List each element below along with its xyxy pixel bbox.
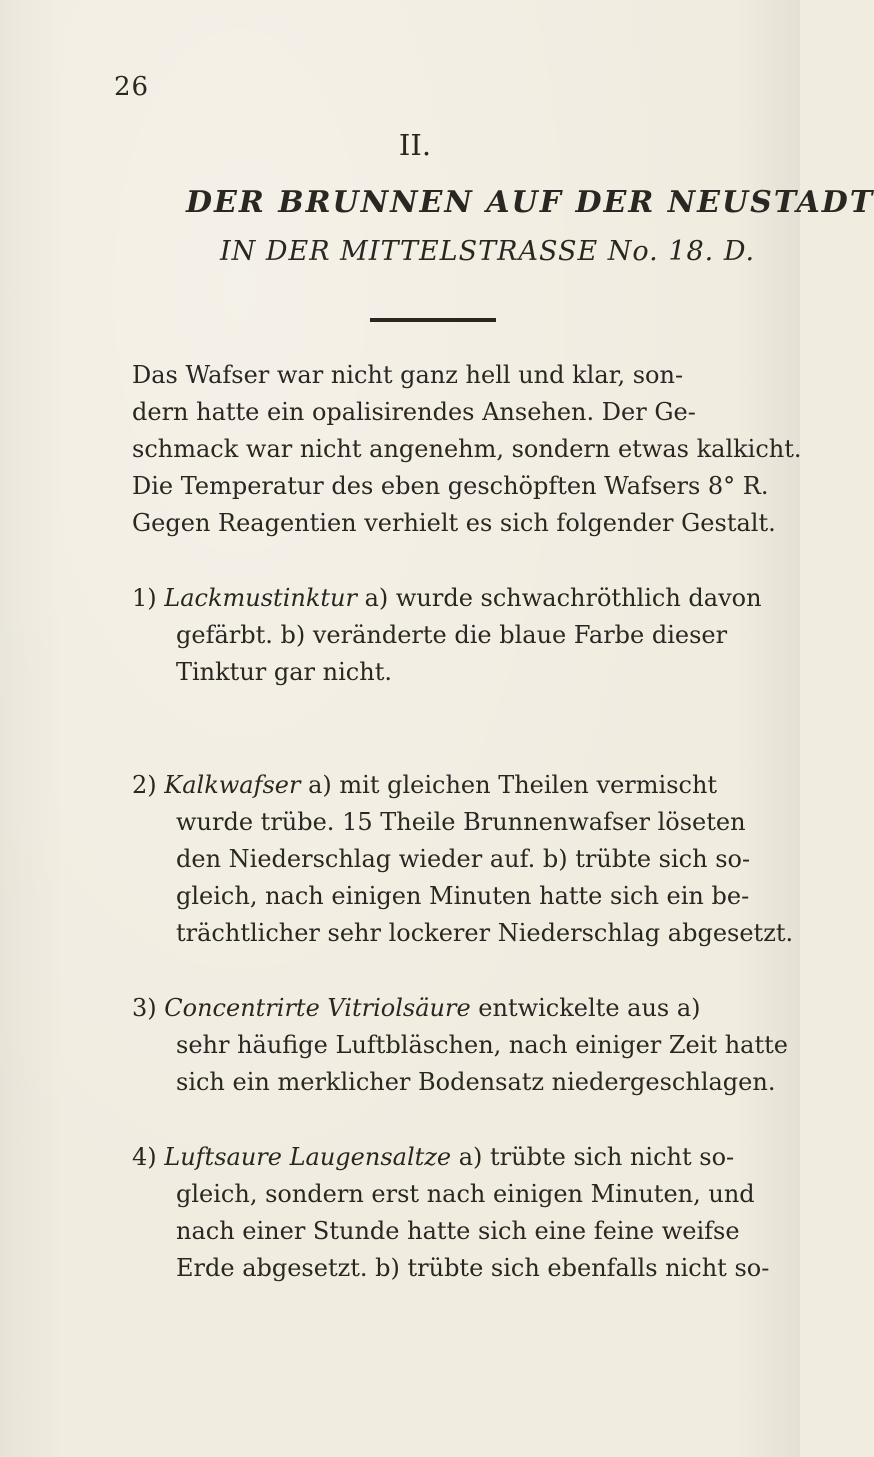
text-line: trächtlicher sehr lockerer Niederschlag abgesetzt.	[176, 919, 794, 947]
heading-line-2: IN DER MITTELSTRASSE No. 18. D.	[220, 236, 756, 267]
text-fragment: a) mit gleichen Theilen vermischt	[300, 771, 718, 799]
text-fragment: entwickelte aus a)	[470, 994, 701, 1022]
heading-rule	[370, 318, 496, 322]
text-line: den Niederschlag wieder auf. b) trübte sich so-	[176, 845, 751, 873]
item-number: 1)	[132, 584, 157, 612]
reagent-item-2	[132, 767, 794, 952]
item-number: 4)	[132, 1143, 157, 1171]
intro-paragraph	[132, 357, 802, 542]
reagent-name: Kalkwafser	[164, 771, 301, 799]
reagent-item-1	[132, 580, 762, 691]
text-line: sich ein merklicher Bodensatz niedergeschlagen.	[176, 1068, 776, 1096]
page-number: 26	[114, 72, 150, 102]
text-line: gleich, nach einigen Minuten hatte sich ein be-	[176, 882, 750, 910]
text-fragment: a) wurde schwachröthlich davon	[356, 584, 762, 612]
text-line: Die Temperatur des eben geschöpften Wafsers 8° R.	[132, 472, 769, 500]
item-number: 3)	[132, 994, 157, 1022]
reagent-name: Luftsaure Laugensaltze	[164, 1143, 452, 1171]
text-line: nach einer Stunde hatte sich eine feine weifse	[176, 1217, 740, 1245]
text-line: wurde trübe. 15 Theile Brunnenwafser löseten	[176, 808, 746, 836]
heading-line-1: DER BRUNNEN AUF DER NEUSTADT	[186, 185, 874, 220]
text-line: gefärbt. b) veränderte die blaue Farbe dieser	[176, 621, 728, 649]
section-number: II.	[398, 128, 432, 162]
text-line: Das Wafser war nicht ganz hell und klar, son-	[132, 361, 684, 389]
text-line: Gegen Reagentien verhielt es sich folgender Gestalt.	[132, 509, 776, 537]
text-line: dern hatte ein opalisirendes Ansehen. Der Ge-	[132, 398, 696, 426]
text-line: Erde abgesetzt. b) trübte sich ebenfalls nicht so-	[176, 1254, 770, 1282]
text-line: sehr häufige Luftbläschen, nach einiger Zeit hatte	[176, 1031, 788, 1059]
text-line: gleich, sondern erst nach einigen Minuten, und	[176, 1180, 755, 1208]
reagent-name: Lackmustinktur	[164, 584, 357, 612]
reagent-name: Concentrirte Vitriolsäure	[164, 994, 471, 1022]
reagent-item-3	[132, 990, 788, 1101]
reagent-item-4	[132, 1139, 770, 1287]
text-line: Tinktur gar nicht.	[176, 658, 392, 686]
text-fragment: a) trübte sich nicht so-	[451, 1143, 735, 1171]
item-number: 2)	[132, 771, 157, 799]
text-line: schmack war nicht angenehm, sondern etwas kalkicht.	[132, 435, 802, 463]
